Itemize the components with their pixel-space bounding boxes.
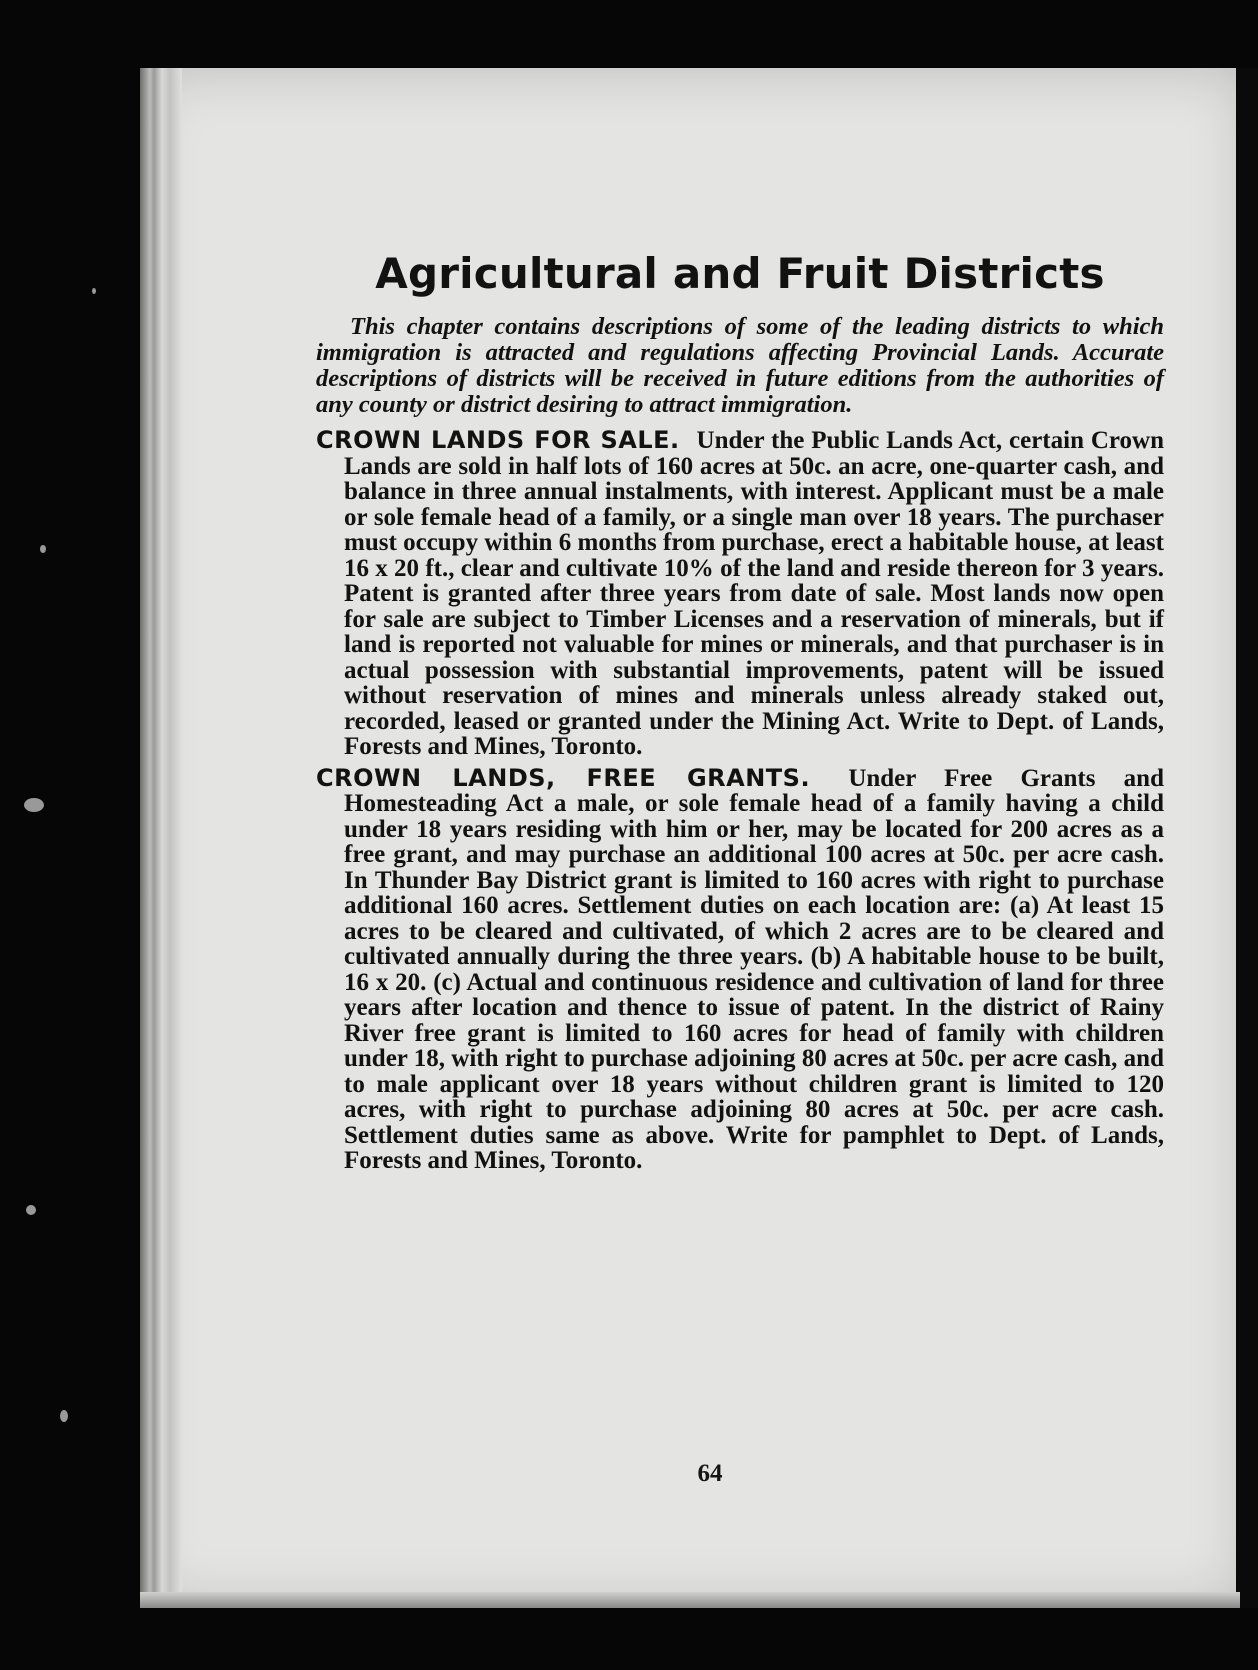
section-crown-lands-for-sale — [316, 428, 1164, 760]
scan-speck — [26, 1205, 36, 1215]
section-body: Under Free Grants and Homesteading Act a male, or sole female head of a family having a child under 18 years residing with him or her, may be located for 200 acres as a free grant, and may purchase an additional 100 acres at 50c. per acre cash. In Thunder Bay District grant is limited to 160 acres with right to purchase additional 160 acres. Settlement duties on each location are: (a) At least 15 acres to be cleared and cultivated, of which 2 acres are to be cleared and cultivated annually during the three years. (b) A habitable house to be built, 16 x 20. (c) Actual and continuous residence and cultivation of land for three years after location and thence to issue of patent. In the district of Rainy River free grant is limited to 160 acres for head of family with children under 18, with right to purchase adjoining 80 acres at 50c. per acre cash, and to male applicant over 18 years without children grant is limited to 120 acres, with right to purchase adjoining 80 acres at 50c. per acre cash. Settlement duties same as above. Write for pamphlet to Dept. of Lands, Forests and Mines, Toronto. — [344, 764, 1164, 1174]
page-right-shadow — [1236, 68, 1258, 1608]
page-title: Agricultural and Fruit Districts — [375, 249, 1105, 298]
scan-speck — [60, 1410, 68, 1422]
scan-speck — [40, 545, 46, 553]
section-heading: CROWN LANDS FOR SALE. — [316, 426, 680, 454]
page-bottom-edge — [140, 1592, 1240, 1608]
scan-speck — [92, 288, 96, 294]
page-binding-edge — [140, 68, 182, 1608]
section-heading: CROWN LANDS, FREE GRANTS. — [316, 763, 811, 792]
page-content — [316, 248, 1164, 1180]
section-body: Under the Public Lands Act, certain Crown Lands are sold in half lots of 160 acres at 50c. an acre, one-quarter cash, and balance in three annual instalments, with interest. Applicant must be a male or sole female head of a family, or a single man over 18 years. The purchaser must occupy within 6 months from purchase, erect a habitable house, at least 16 x 20 ft., clear and cultivate 10% of the land and reside thereon for 3 years. Patent is granted after three years from date of sale. Most lands now open for sale are subject to Timber Licenses and a reservation of minerals, but if land is reported not valuable for mines or minerals, and that purchaser is in actual possession with substantial improvements, patent will be issued without reservation of mines and minerals unless already staked out, recorded, leased or granted under the Mining Act. Write to Dept. of Lands, Forests and Mines, Toronto. — [344, 427, 1165, 760]
page-number: 64 — [697, 1460, 723, 1487]
scan-speck — [24, 798, 44, 812]
section-crown-lands-free-grants — [316, 763, 1164, 1174]
chapter-intro: This chapter contains descriptions of some of the leading districts to which immigration is attracted and regulations affecting Provincial Lands. Accurate descriptions of districts will be received in future editions from the authorities of any county or district desiring to attract immigration. — [316, 313, 1164, 418]
